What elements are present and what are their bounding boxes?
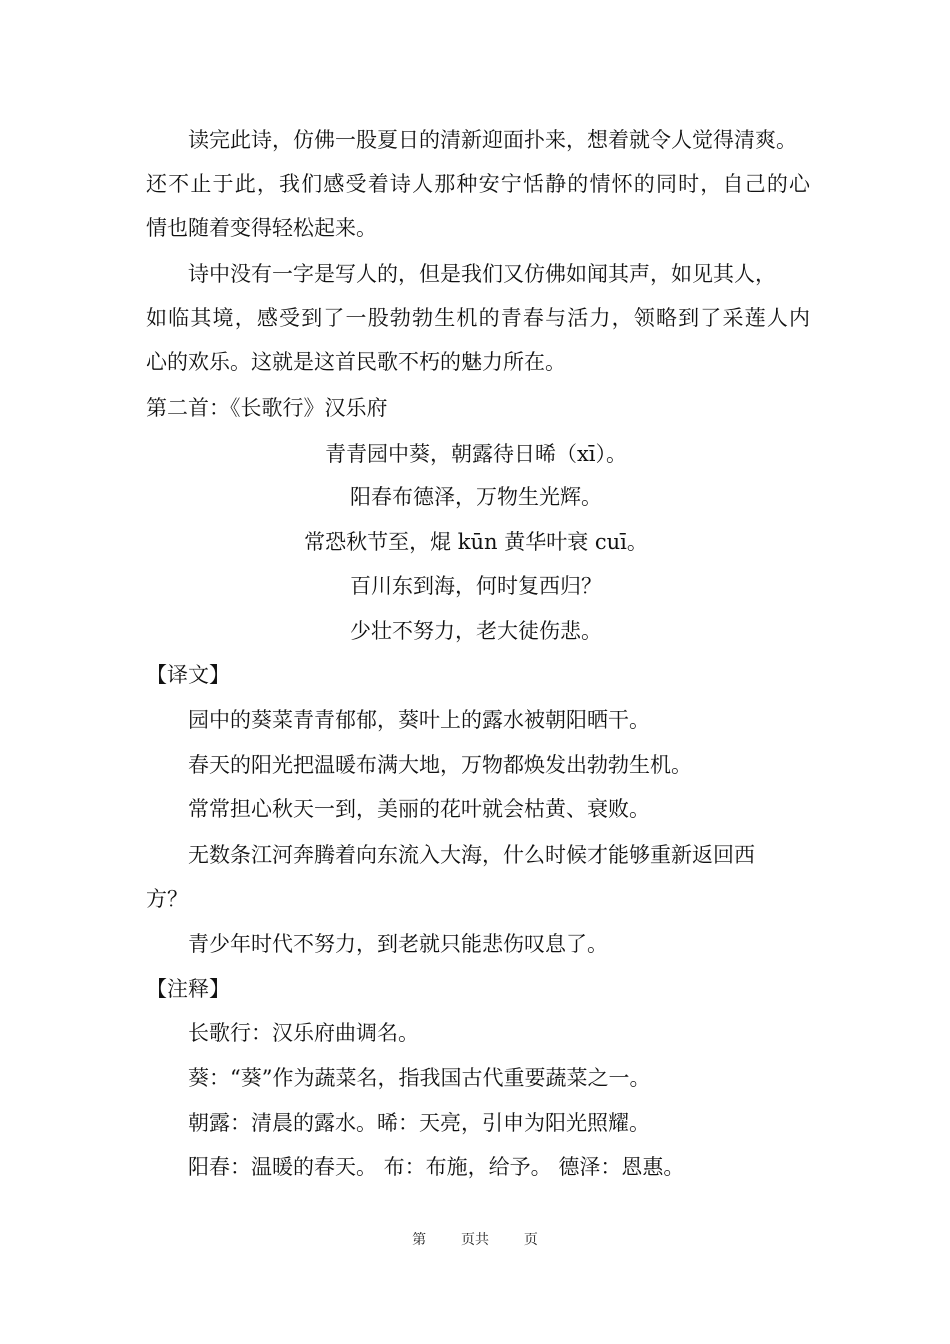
- note-line: 阳春：温暖的春天。 布：布施，给予。 德泽：恩惠。: [188, 1155, 685, 1179]
- translation-line: 园中的葵菜青青郁郁，葵叶上的露水被朝阳晒干。: [188, 708, 650, 732]
- poem-line: 少壮不努力，老大徒伤悲。: [350, 619, 602, 643]
- translation-line: 无数条江河奔腾着向东流入大海，什么时候才能够重新返回西: [188, 843, 755, 867]
- translation-heading: 【译文】: [146, 663, 230, 687]
- paragraph-1-line-2: 还不止于此，我们感受着诗人那种安宁恬静的情怀的同时，自己的心: [146, 172, 810, 196]
- translation-line: 春天的阳光把温暖布满大地，万物都焕发出勃勃生机。: [188, 753, 692, 777]
- footer-ye-gong: 页共: [461, 1232, 489, 1248]
- paragraph-1-line-3: 情也随着变得轻松起来。: [146, 216, 377, 240]
- poem-line: 青青园中葵，朝露待日晞（xī）。: [324, 442, 628, 466]
- notes-heading: 【注释】: [146, 977, 230, 1001]
- poem-heading: 第二首：《长歌行》汉乐府: [146, 396, 388, 420]
- translation-line: 常常担心秋天一到，美丽的花叶就会枯黄、衰败。: [188, 797, 650, 821]
- translation-line: 青少年时代不努力，到老就只能悲伤叹息了。: [188, 932, 608, 956]
- note-line: 朝露：清晨的露水。晞：天亮，引申为阳光照耀。: [188, 1111, 650, 1135]
- translation-line-continued: 方？: [146, 887, 188, 911]
- paragraph-2-line-2: 如临其境，感受到了一股勃勃生机的青春与活力，领略到了采莲人内: [146, 306, 810, 330]
- page-footer: [0, 1230, 950, 1250]
- poem-line: 常恐秋节至，焜 kūn 黄华叶衰 cuī。: [304, 530, 648, 554]
- poem-line: 百川东到海，何时复西归？: [350, 574, 602, 598]
- footer-di: 第: [412, 1232, 427, 1248]
- paragraph-2-line-1: 诗中没有一字是写人的，但是我们又仿佛如闻其声，如见其人，: [188, 262, 776, 286]
- note-line: 长歌行：汉乐府曲调名。: [188, 1021, 419, 1045]
- paragraph-2-line-3: 心的欢乐。这就是这首民歌不朽的魅力所在。: [146, 350, 566, 374]
- poem-line: 阳春布德泽，万物生光辉。: [350, 485, 602, 509]
- paragraph-1-line-1: 读完此诗，仿佛一股夏日的清新迎面扑来，想着就令人觉得清爽。: [188, 128, 797, 152]
- note-line: 葵：“葵”作为蔬菜名，指我国古代重要蔬菜之一。: [188, 1066, 651, 1090]
- footer-ye: 页: [523, 1232, 538, 1248]
